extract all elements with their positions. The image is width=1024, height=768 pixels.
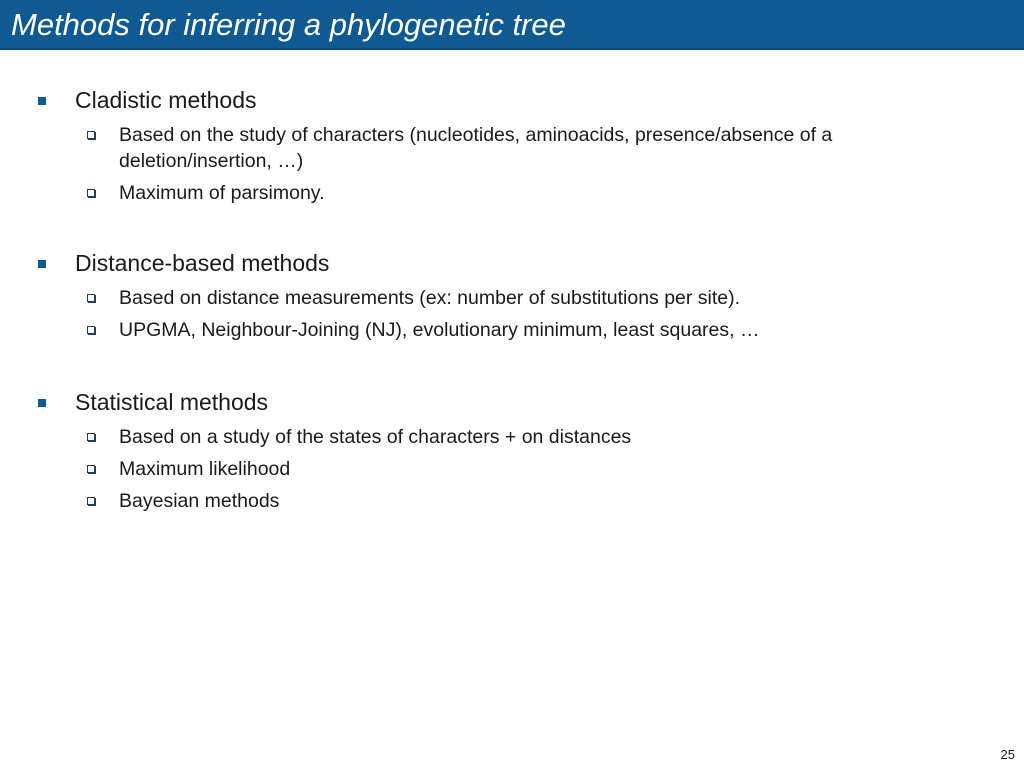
hollow-square-bullet-icon <box>87 294 95 302</box>
level2-bullet <box>0 488 1024 514</box>
bullet-text: UPGMA, Neighbour-Joining (NJ), evolutionary minimum, least squares, … <box>119 319 760 341</box>
hollow-square-bullet-icon <box>87 189 95 197</box>
bullet-text: Based on the study of characters (nucleotides, aminoacids, presence/absence of a deletion/insertion, …) <box>119 124 833 172</box>
level2-bullet <box>0 424 1024 450</box>
hollow-square-bullet-icon <box>87 326 95 334</box>
hollow-square-bullet-icon <box>87 465 95 473</box>
section-cladistic-methods <box>0 86 1024 206</box>
hollow-square-bullet-icon <box>87 433 95 441</box>
level2-bullet <box>0 317 1024 343</box>
bullet-text: Based on distance measurements (ex: number of substitutions per site). <box>119 287 741 309</box>
hollow-square-bullet-icon <box>87 131 95 139</box>
level1-bullet <box>0 388 1024 420</box>
section-heading: Distance-based methods <box>75 250 330 276</box>
slide-title: Methods for inferring a phylogenetic tree <box>11 7 566 42</box>
bullet-text: Maximum of parsimony. <box>119 182 325 204</box>
section-distance-based-methods <box>0 249 1024 343</box>
level2-bullet <box>0 456 1024 482</box>
level1-bullet <box>0 249 1024 281</box>
page-number: 25 <box>1000 747 1015 762</box>
section-statistical-methods <box>0 388 1024 514</box>
square-bullet-icon <box>38 97 46 105</box>
square-bullet-icon <box>38 260 46 268</box>
bullet-text: Maximum likelihood <box>119 458 291 480</box>
section-heading: Statistical methods <box>75 389 269 415</box>
level1-bullet <box>0 86 1024 118</box>
level2-bullet <box>0 122 1024 174</box>
hollow-square-bullet-icon <box>87 497 95 505</box>
level2-bullet <box>0 285 1024 311</box>
square-bullet-icon <box>38 399 46 407</box>
bullet-text: Bayesian methods <box>119 490 280 512</box>
section-heading: Cladistic methods <box>75 87 257 113</box>
bullet-text: Based on a study of the states of characters + on distances <box>119 426 632 448</box>
level2-bullet <box>0 180 1024 206</box>
